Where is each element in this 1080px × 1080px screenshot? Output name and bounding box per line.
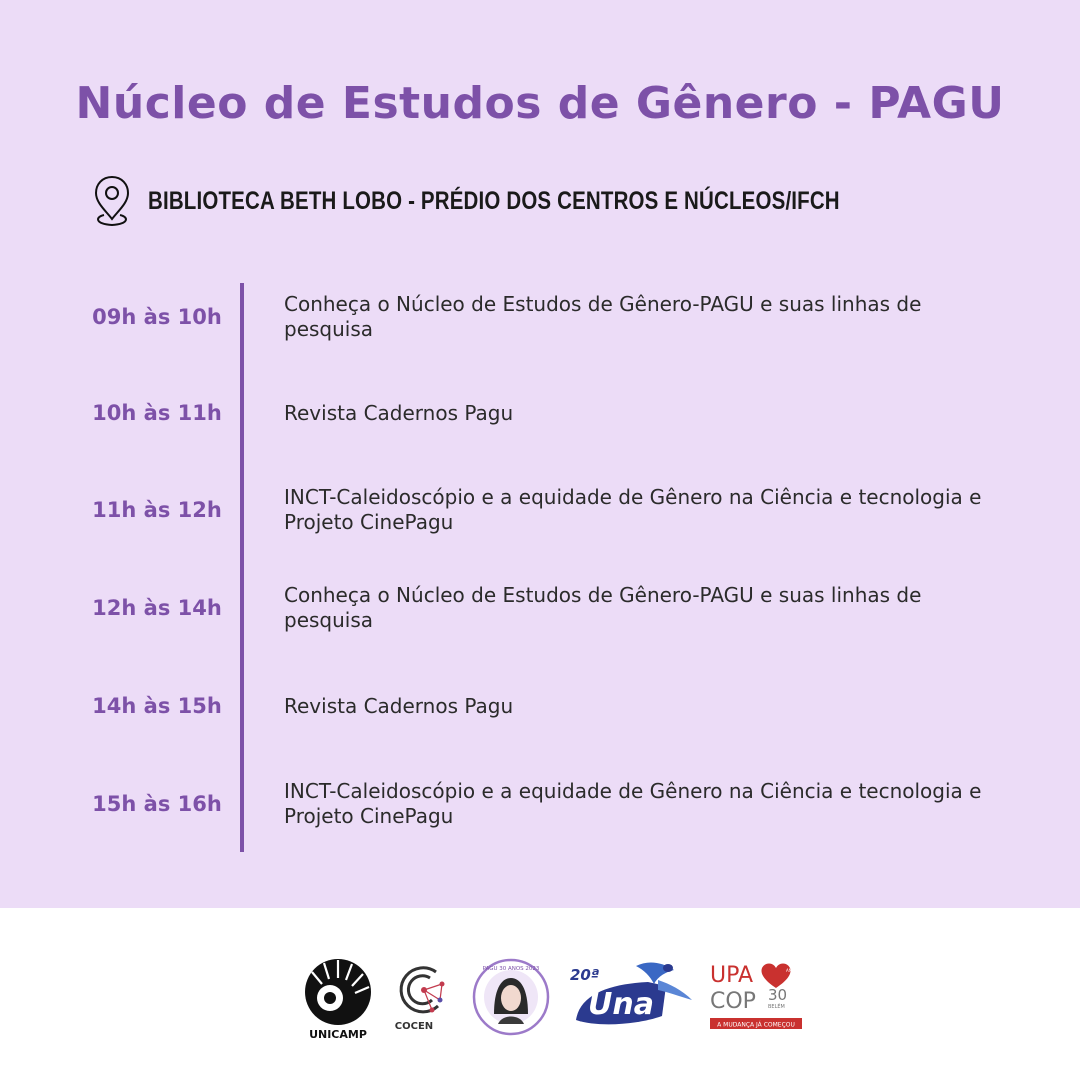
upa-cop-years: ANOS (786, 968, 798, 973)
upa-una-logo (570, 954, 695, 1034)
pagu-30-anos-logo (472, 958, 550, 1036)
schedule-time: 12h às 14h (92, 596, 222, 620)
location-row (92, 174, 992, 228)
upa-cop-cop: COP (710, 989, 756, 1014)
map-pin-icon (92, 174, 132, 228)
upa-cop-num: 30 (768, 986, 788, 1004)
upa-cop-city: BELÉM (768, 1004, 785, 1010)
upa-cop-slogan: A MUDANÇA JÁ COMEÇOU (717, 1021, 795, 1029)
upa-cop30-logo (710, 958, 805, 1034)
cocen-logo (390, 960, 450, 1032)
schedule-time: 10h às 11h (92, 401, 222, 425)
unicamp-label: UNICAMP (309, 1028, 367, 1040)
schedule-activity: Revista Cadernos Pagu (284, 693, 514, 718)
page-title: Núcleo de Estudos de Gênero - PAGU (75, 78, 1005, 129)
schedule-time: 15h às 16h (92, 792, 222, 816)
schedule-row (0, 676, 1080, 736)
schedule-activity: INCT-Caleidoscópio e a equidade de Gênero na Ciência e tecnologia e Projeto CinePagu (284, 779, 982, 828)
schedule-activity: Revista Cadernos Pagu (284, 400, 514, 425)
schedule-row (0, 578, 1080, 638)
schedule-activity: Conheça o Núcleo de Estudos de Gênero-PAGU e suas linhas de pesquisa (284, 583, 922, 632)
unicamp-logo (300, 956, 380, 1040)
cocen-label: COCEN (394, 1021, 434, 1032)
schedule-row (0, 480, 1080, 540)
upa-cop-upa: UPA (710, 963, 754, 988)
upa-name: Una (588, 987, 654, 1022)
schedule-row (0, 287, 1080, 347)
schedule-time: 09h às 10h (92, 305, 222, 329)
location-text: BIBLIOTECA BETH LOBO - PRÉDIO DOS CENTROS E NÚCLEOS/IFCH (148, 186, 840, 215)
pagu-label: PAGU 30 ANOS 2023 (482, 966, 540, 972)
schedule-activity: Conheça o Núcleo de Estudos de Gênero-PAGU e suas linhas de pesquisa (284, 292, 922, 341)
schedule-row (0, 383, 1080, 443)
schedule-row (0, 774, 1080, 834)
schedule-activity: INCT-Caleidoscópio e a equidade de Gênero na Ciência e tecnologia e Projeto CinePagu (284, 485, 982, 534)
upa-edition: 20ª (570, 966, 600, 984)
schedule-time: 11h às 12h (92, 498, 222, 522)
schedule-time: 14h às 15h (92, 694, 222, 718)
timeline-divider (240, 283, 244, 852)
partner-logos (300, 950, 810, 1040)
